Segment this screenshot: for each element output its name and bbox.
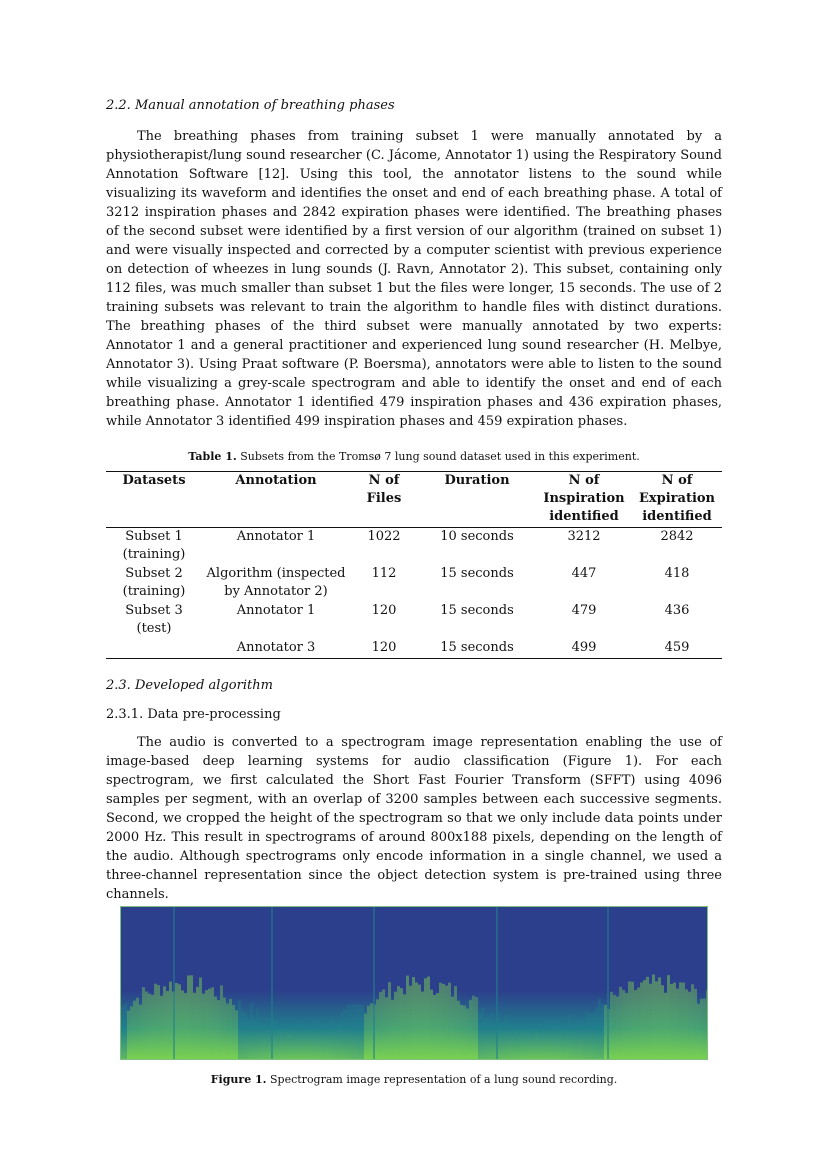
spectrogram-band — [628, 981, 631, 1059]
spectrogram-band — [652, 975, 655, 1059]
table-header-row — [106, 472, 722, 528]
spectrogram-band — [517, 1023, 520, 1059]
spectrogram-band — [547, 1032, 550, 1059]
spectrogram-band — [256, 1008, 259, 1059]
table-cell: 3212 — [567, 529, 601, 544]
spectrogram-band — [322, 1027, 325, 1059]
table-caption-text: Subsets from the Tromsø 7 lung sound dataset used in this experiment. — [236, 450, 640, 463]
table-caption — [106, 449, 722, 464]
spectrogram-band — [364, 1014, 367, 1059]
spectrogram-band — [229, 999, 232, 1059]
spectrogram-band — [166, 991, 169, 1059]
spectrogram-band — [550, 1019, 553, 1059]
spectrogram-band — [595, 1008, 598, 1059]
spectrogram-band — [403, 994, 406, 1059]
table-cell: 15 seconds — [418, 639, 536, 659]
spectrogram-band — [592, 1013, 595, 1059]
spectrogram-band — [202, 994, 205, 1059]
spectrogram-band — [400, 988, 403, 1059]
spectrogram-band — [637, 987, 640, 1059]
spectrogram-band — [160, 996, 163, 1059]
table-cell: 10 seconds — [440, 529, 514, 544]
table-cell: Annotator 1 — [236, 603, 316, 618]
section-heading-developed-algorithm: 2.3. Developed algorithm — [106, 678, 273, 693]
spectrogram-band — [334, 1028, 337, 1059]
spectrogram-band — [376, 999, 379, 1059]
spectrogram-band — [250, 1004, 253, 1059]
spectrogram-band — [697, 1004, 700, 1059]
spectrogram-band — [601, 1004, 604, 1059]
spectrogram-band — [538, 1024, 541, 1059]
spectrogram-band — [670, 984, 673, 1059]
spectrogram-band — [667, 975, 670, 1059]
spectrogram-band — [436, 993, 439, 1059]
spectrogram-image — [121, 907, 707, 1059]
spectrogram-band — [154, 984, 157, 1059]
spectrogram-band — [598, 999, 601, 1059]
spectrogram-band — [433, 995, 436, 1059]
spectrogram-band — [586, 1012, 589, 1059]
spectrogram-band — [274, 1021, 277, 1059]
spectrogram-band — [379, 992, 382, 1059]
paragraph-data-preprocessing: The audio is converted to a spectrogram image representation enabling the use of image-based deep learning systems for audio classification (Figure 1). For each spectrogram, we first calculated the Short Fast Fourier Transform (SFFT) using 4096 samples per segment, with an overlap of 3200 samples between each successive segments. Second, we cropped the height of the spectrogram so that we only include data points under 2000 Hz. This result in spectrograms of around 800x188 pixels, depending on the length of the audio. Although spectrograms only encode information in a single channel, we used a three-channel representation since the object detection system is pre-trained using three channels. — [106, 735, 722, 902]
table-cell: Algorithm (inspected by Annotator 2) — [206, 566, 346, 599]
spectrogram-band — [382, 989, 385, 1059]
table-cell: Subset 2 (training) — [122, 566, 186, 599]
spectrogram-transient — [496, 907, 498, 1059]
header-n-expiration: N of Expiration identified — [632, 472, 722, 528]
spectrogram-band — [424, 978, 427, 1059]
spectrogram-band — [259, 1018, 262, 1059]
spectrogram-band — [265, 1018, 268, 1059]
spectrogram-band — [466, 1008, 469, 1059]
spectrogram-band — [559, 1031, 562, 1059]
spectrogram-band — [394, 992, 397, 1059]
table-cell: Annotator 3 — [202, 639, 350, 659]
spectrogram-band — [199, 977, 202, 1059]
spectrogram-band — [475, 997, 478, 1059]
table-cell: Subset 3 (test) — [125, 603, 183, 636]
spectrogram-band — [220, 985, 223, 1059]
spectrogram-band — [460, 1005, 463, 1059]
spectrogram-band — [397, 986, 400, 1059]
spectrogram-band — [625, 993, 628, 1059]
spectrogram-band — [649, 984, 652, 1059]
spectrogram-band — [418, 985, 421, 1059]
spectrogram-transient — [271, 907, 273, 1059]
spectrogram-band — [151, 995, 154, 1059]
spectrogram-band — [292, 1030, 295, 1059]
spectrogram-band — [568, 1015, 571, 1059]
spectrogram-band — [169, 982, 172, 1059]
spectrogram-band — [694, 989, 697, 1059]
table-cell: 418 — [664, 566, 690, 581]
table-cell: 2842 — [660, 529, 694, 544]
spectrogram-band — [526, 1036, 529, 1059]
spectrogram-band — [646, 977, 649, 1059]
spectrogram-band — [127, 1011, 130, 1059]
spectrogram-band — [133, 1001, 136, 1059]
spectrogram-band — [463, 1006, 466, 1059]
spectrogram-band — [346, 1005, 349, 1059]
spectrogram-band — [205, 990, 208, 1059]
spectrogram-band — [706, 990, 707, 1059]
spectrogram-band — [328, 1028, 331, 1059]
header-annotation: Annotation — [202, 472, 350, 528]
spectrogram-band — [457, 1001, 460, 1059]
spectrogram-band — [613, 995, 616, 1059]
table-cell: 120 — [350, 639, 418, 659]
spectrogram-band — [577, 1025, 580, 1059]
spectrogram-band — [511, 1030, 514, 1059]
spectrogram-band — [163, 986, 166, 1059]
spectrogram-band — [136, 998, 139, 1059]
spectrogram-band — [691, 984, 694, 1059]
spectrogram-band — [700, 999, 703, 1059]
spectrogram-band — [289, 1037, 292, 1059]
table-cell: Subset 1 (training) — [122, 529, 186, 562]
spectrogram-band — [226, 1004, 229, 1059]
spectrogram-band — [193, 993, 196, 1059]
spectrogram-band — [415, 982, 418, 1059]
spectrogram-band — [139, 1005, 142, 1059]
spectrogram-band — [514, 1034, 517, 1059]
spectrogram-band — [208, 989, 211, 1059]
spectrogram-band — [439, 983, 442, 1059]
spectrogram-band — [631, 982, 634, 1059]
spectrogram-band — [523, 1029, 526, 1059]
spectrogram-band — [121, 1007, 124, 1059]
table-cell: 447 — [571, 566, 597, 581]
spectrogram-band — [253, 1019, 256, 1059]
spectrogram-band — [442, 984, 445, 1059]
page-content — [106, 97, 722, 1087]
header-datasets: Datasets — [106, 472, 202, 528]
spectrogram-band — [157, 985, 160, 1059]
spectrogram-band — [406, 976, 409, 1059]
spectrogram-band — [187, 976, 190, 1059]
table-row — [106, 565, 722, 602]
spectrogram-band — [385, 997, 388, 1059]
spectrogram-band — [565, 1032, 568, 1059]
table-cell: 112 — [371, 566, 397, 581]
spectrogram-band — [454, 986, 457, 1059]
spectrogram-band — [142, 987, 145, 1059]
table-cell: 459 — [632, 639, 722, 659]
spectrogram-band — [688, 992, 691, 1059]
spectrogram-band — [214, 996, 217, 1059]
spectrogram-band — [541, 1030, 544, 1059]
spectrogram-band — [367, 1006, 370, 1059]
table-cell: 15 seconds — [440, 566, 514, 581]
spectrogram-band — [682, 983, 685, 1059]
spectrogram-band — [301, 1020, 304, 1059]
spectrogram-band — [532, 1030, 535, 1059]
table-row — [106, 639, 722, 659]
spectrogram-band — [679, 982, 682, 1059]
spectrogram-band — [325, 1029, 328, 1059]
spectrogram-band — [286, 1036, 289, 1059]
spectrogram-band — [304, 1032, 307, 1059]
spectrogram-band — [361, 1005, 364, 1059]
spectrogram-band — [355, 1004, 358, 1059]
spectrogram-band — [307, 1030, 310, 1059]
spectrogram-band — [661, 985, 664, 1059]
spectrogram-band — [622, 990, 625, 1059]
spectrogram-band — [352, 1004, 355, 1059]
spectrogram-band — [190, 975, 193, 1059]
spectrogram-band — [181, 990, 184, 1059]
spectrogram-band — [145, 991, 148, 1059]
spectrogram-band — [184, 993, 187, 1059]
spectrogram-band — [283, 1028, 286, 1059]
spectrogram-band — [673, 983, 676, 1059]
spectrogram-band — [235, 1010, 238, 1059]
spectrogram-band — [313, 1029, 316, 1059]
spectrogram-band — [430, 990, 433, 1059]
spectrogram-transient — [173, 907, 175, 1059]
spectrogram-transient — [373, 907, 375, 1059]
spectrogram-band — [487, 1016, 490, 1059]
spectrogram-band — [445, 986, 448, 1059]
spectrogram-band — [232, 1005, 235, 1059]
spectrogram-band — [337, 1024, 340, 1059]
spectrogram-band — [196, 987, 199, 1059]
spectrogram-band — [481, 1008, 484, 1059]
spectrogram-band — [664, 993, 667, 1059]
spectrogram-band — [490, 1013, 493, 1059]
spectrogram-band — [589, 1013, 592, 1059]
spectrogram-band — [583, 1025, 586, 1059]
spectrogram-band — [217, 1000, 220, 1059]
spectrogram-band — [148, 994, 151, 1059]
spectrogram-band — [472, 996, 475, 1059]
spectrogram-band — [535, 1039, 538, 1059]
spectrogram-band — [262, 1024, 265, 1059]
spectrogram-band — [703, 999, 706, 1059]
spectrogram-band — [544, 1024, 547, 1059]
spectrogram-band — [298, 1026, 301, 1059]
spectrogram-band — [634, 990, 637, 1059]
subsection-heading-data-preprocessing: 2.3.1. Data pre-processing — [106, 707, 281, 722]
paragraph-manual-annotation: The breathing phases from training subset 1 were manually annotated by a physiotherapist/lung sound researcher (C. Jácome, Annotator 1) using the Respiratory Sound Annotation Software [12]. Using this tool, the annotator listens to the sound while visualizing its waveform and identifies the onset and end of each breathing phase. A total of 3212 inspiration phases and 2842 expiration phases were identified. The breathing phases of the second subset were identified by a first version of our algorithm (trained on subset 1) and were visually inspected and corrected by a computer scientist with previous experience on detection of wheezes in lung sounds (J. Ravn, Annotator 2). This subset, containing only 112 files, was much smaller than subset 1 but the files were longer, 15 seconds. The use of 2 training subsets was relevant to train the algorithm to handle files with distinct durations. The breathing phases of the third subset were manually annotated by two experts: Annotator 1 and a general practitioner and experienced lung sound researcher (H. Melbye, Annotator 3). Using Praat software (P. Boersma), annotators were able to listen to the sound while visualizing a grey-scale spectrogram and able to identify the onset and end of each breathing phase. Annotator 1 identified 479 inspiration phases and 436 expiration phases, while Annotator 3 identified 499 inspiration phases and 459 expiration phases. — [106, 129, 722, 429]
header-n-files: N of Files — [350, 472, 418, 528]
spectrogram-band — [175, 983, 178, 1059]
section-heading-manual-annotation: 2.2. Manual annotation of breathing phases — [106, 98, 395, 113]
header-duration: Duration — [418, 472, 536, 528]
spectrogram-band — [469, 1000, 472, 1059]
spectrogram-band — [124, 1004, 127, 1059]
spectrogram-band — [331, 1017, 334, 1059]
spectrogram-band — [502, 1023, 505, 1059]
spectrogram-band — [319, 1027, 322, 1059]
spectrogram-band — [658, 977, 661, 1059]
spectrogram-band — [478, 1013, 481, 1059]
spectrogram-band — [499, 1023, 502, 1059]
spectrogram-band — [211, 987, 214, 1059]
spectrogram-band — [556, 1024, 559, 1059]
spectrogram-band — [571, 1030, 574, 1059]
spectrogram-band — [343, 1009, 346, 1059]
spectrogram-band — [223, 998, 226, 1059]
table-cell: 499 — [536, 639, 632, 659]
spectrogram-band — [427, 977, 430, 1059]
spectrogram-band — [610, 992, 613, 1059]
spectrogram-band — [247, 1019, 250, 1059]
table-cell: 15 seconds — [440, 603, 514, 618]
spectrogram-band — [562, 1028, 565, 1059]
table-cell: 120 — [371, 603, 397, 618]
spectrogram-figure — [120, 906, 708, 1060]
spectrogram-band — [604, 1005, 607, 1059]
spectrogram-band — [349, 1004, 352, 1059]
table-cell: Annotator 1 — [236, 529, 316, 544]
spectrogram-band — [340, 1012, 343, 1059]
spectrogram-band — [616, 997, 619, 1059]
spectrogram-band — [421, 992, 424, 1059]
table-cell: 436 — [664, 603, 690, 618]
header-n-inspiration: N of Inspiration identified — [536, 472, 632, 528]
spectrogram-band — [580, 1021, 583, 1059]
spectrogram-band — [508, 1029, 511, 1059]
spectrogram-band — [505, 1015, 508, 1059]
figure-caption-label: Figure 1. — [210, 1073, 267, 1086]
spectrogram-band — [655, 981, 658, 1059]
spectrogram-band — [370, 1003, 373, 1059]
spectrogram-band — [493, 1023, 496, 1059]
table-cell: 479 — [571, 603, 597, 618]
spectrogram-band — [178, 984, 181, 1059]
spectrogram-band — [391, 1000, 394, 1059]
table-row — [106, 528, 722, 566]
spectrogram-band — [676, 989, 679, 1059]
spectrogram-band — [451, 997, 454, 1059]
table-caption-label: Table 1. — [188, 450, 237, 463]
spectrogram-band — [412, 977, 415, 1059]
spectrogram-transient — [607, 907, 609, 1059]
spectrogram-band — [280, 1031, 283, 1059]
spectrogram-band — [529, 1029, 532, 1059]
spectrogram-band — [268, 1023, 271, 1059]
spectrogram-band — [619, 987, 622, 1059]
spectrogram-band — [316, 1020, 319, 1059]
spectrogram-band — [238, 1000, 241, 1059]
spectrogram-band — [310, 1028, 313, 1059]
spectrogram-band — [640, 982, 643, 1059]
figure-caption-text: Spectrogram image representation of a lung sound recording. — [266, 1073, 618, 1086]
spectrogram-band — [295, 1025, 298, 1059]
spectrogram-band — [685, 989, 688, 1059]
subsets-table — [106, 471, 722, 659]
spectrogram-band — [409, 986, 412, 1059]
figure-caption — [106, 1072, 722, 1087]
spectrogram-band — [553, 1023, 556, 1059]
spectrogram-band — [241, 1010, 244, 1059]
spectrogram-band — [277, 1032, 280, 1059]
spectrogram-band — [574, 1029, 577, 1059]
table-row — [106, 602, 722, 639]
spectrogram-band — [388, 982, 391, 1059]
spectrogram-band — [358, 1005, 361, 1059]
table-cell: 1022 — [367, 529, 401, 544]
spectrogram-band — [448, 983, 451, 1059]
spectrogram-band — [643, 980, 646, 1059]
spectrogram-band — [130, 1006, 133, 1059]
spectrogram-band — [520, 1035, 523, 1059]
table-cell — [106, 639, 202, 659]
spectrogram-band — [244, 1012, 247, 1059]
spectrogram-band — [484, 1018, 487, 1059]
